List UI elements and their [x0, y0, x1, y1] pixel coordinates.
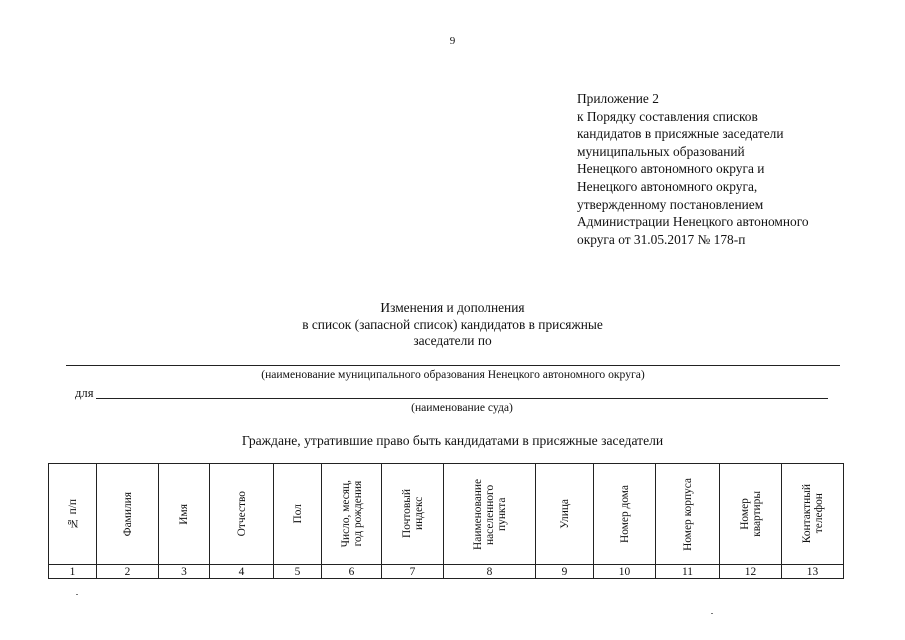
column-header [782, 464, 844, 565]
column-header [656, 464, 720, 565]
column-header-label: Отчество [235, 491, 248, 537]
column-number: 1 [49, 565, 97, 579]
column-number: 8 [444, 565, 536, 579]
column-header [97, 464, 159, 565]
column-header-label: Номер квартиры [738, 491, 763, 537]
appendix-reference [577, 90, 809, 248]
column-header-label: Пол [291, 504, 304, 524]
column-header [720, 464, 782, 565]
column-header-label: Улица [558, 499, 571, 529]
column-header-label: Контактный телефон [800, 484, 825, 544]
column-number: 4 [210, 565, 274, 579]
column-number: 11 [656, 565, 720, 579]
column-number: 5 [274, 565, 322, 579]
column-header-label: Имя [178, 503, 190, 525]
appendix-line: Администрации Ненецкого автономного [577, 214, 809, 230]
column-header-label: № п/п [66, 498, 79, 530]
page-number: 9 [449, 35, 456, 47]
column-header [594, 464, 656, 565]
scan-speck [76, 594, 78, 595]
heading-line: Изменения и дополнения [380, 300, 525, 315]
scan-speck [711, 613, 713, 614]
column-number: 6 [322, 565, 382, 579]
column-header [536, 464, 594, 565]
column-header-label: Наименование населенного пункта [471, 478, 508, 550]
appendix-line: муниципальных образований [577, 143, 745, 159]
for-label: для [75, 386, 94, 400]
heading-line: заседатели по [413, 333, 492, 348]
appendix-line: Ненецкого автономного округа и [577, 161, 765, 177]
document-heading [0, 300, 905, 350]
column-number: 2 [97, 565, 159, 579]
section-title: Граждане, утратившие право быть кандидатами в присяжные заседатели [241, 433, 664, 448]
column-number: 9 [536, 565, 594, 579]
table-number-row [49, 565, 844, 579]
heading-line: в список (запасной список) кандидатов в присяжные [302, 316, 603, 332]
table-header-row [49, 464, 844, 565]
appendix-line: к Порядку составления списков [577, 108, 758, 124]
column-number: 10 [594, 565, 656, 579]
column-header [444, 464, 536, 565]
appendix-line: Приложение 2 [577, 91, 659, 106]
appendix-line: кандидатов в присяжные заседатели [577, 126, 784, 142]
court-caption: (наименование суда) [411, 401, 513, 414]
column-header-label: Номер корпуса [681, 477, 694, 551]
column-header [210, 464, 274, 565]
municipality-blank-line [66, 365, 840, 366]
court-blank-line [96, 398, 828, 399]
column-header [382, 464, 444, 565]
candidates-table [48, 463, 844, 579]
column-number: 12 [720, 565, 782, 579]
column-number: 7 [382, 565, 444, 579]
column-header [159, 464, 210, 565]
column-header-label: Почтовый индекс [400, 489, 425, 539]
column-number: 3 [159, 565, 210, 579]
column-number: 13 [782, 565, 844, 579]
appendix-line: округа от 31.05.2017 № 178-п [577, 231, 746, 247]
column-header-label: Фамилия [121, 491, 134, 537]
column-header [274, 464, 322, 565]
municipality-caption: (наименование муниципального образования Ненецкого автономного округа) [261, 368, 645, 381]
appendix-line: утвержденному постановлением [577, 196, 764, 212]
column-header [49, 464, 97, 565]
column-header [322, 464, 382, 565]
appendix-line: Ненецкого автономного округа, [577, 178, 758, 194]
column-header-label: Число, месяц, год рождения [339, 480, 364, 548]
column-header-label: Номер дома [618, 485, 631, 543]
